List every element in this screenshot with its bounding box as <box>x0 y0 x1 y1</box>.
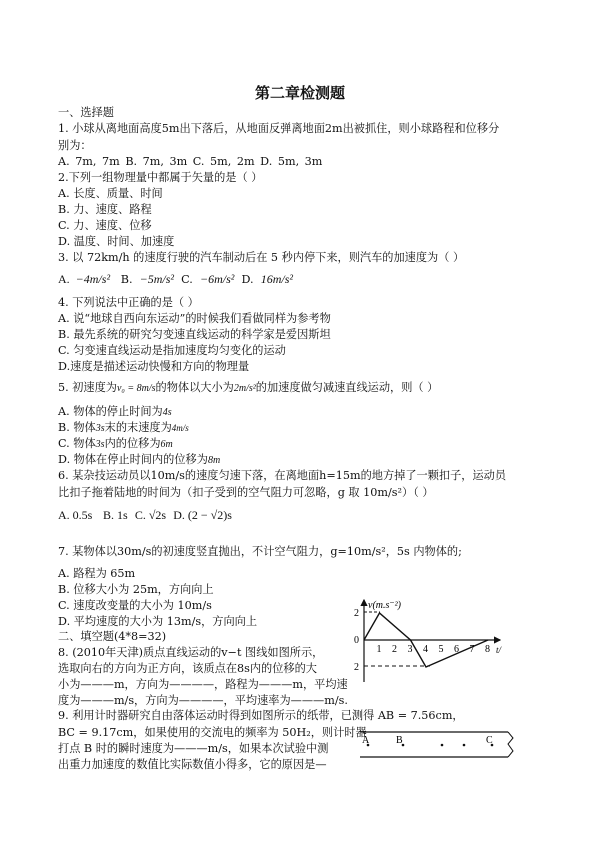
q8-line3: 小为———m，方向为————，路程为———m，平均速 <box>58 678 348 691</box>
vt-xlabel: t/ <box>496 645 502 655</box>
q4-option-a: A. 说“地球自西向东运动”的时候我们看做同样为参考物 <box>58 312 331 325</box>
vt-graph <box>350 596 510 686</box>
q7-option-c: C. 速度改变量的大小为 10m/s <box>58 599 212 612</box>
q3-option-b-label: B. <box>120 273 133 286</box>
q1-stem-line1: 1. 小球从离地面高度5m出下落后，从地面反弹离地面2m出被抓住，则小球路程和位移分 <box>58 122 500 135</box>
q6-stem-line2: 比扣子拖着陆地的时间为（扣子受到的空气阻力可忽略，g 取 10m/s²）（ ） <box>58 486 434 499</box>
q1-stem-line2: 别为： <box>58 139 92 152</box>
section-choice-heading: 一、选择题 <box>58 106 114 119</box>
q3-option-d-value: 16m/s² <box>260 272 294 286</box>
q4-option-c: C. 匀变速直线运动是指加速度均匀变化的运动 <box>58 344 286 357</box>
q2-option-c: C. 力、速度、位移 <box>58 219 152 232</box>
q5-stem: 5. 初速度为v₀ = 8m/s的物体以大小为2m/s²的加速度做匀减速直线运动，则（ ） <box>58 381 439 394</box>
q7-option-a: A. 路程为 65m <box>58 567 136 580</box>
q9-line2: BC = 9.17cm，如果使用的交流电的频率为 50H₂，则计时器 <box>58 726 367 739</box>
q8-line2: 选取向右的方向为正方向，该质点在8s内的位移的大 <box>58 662 317 675</box>
q7-option-d: D. 平均速度的大小为 13m/s，方向向上 <box>58 615 258 628</box>
q2-stem: 2.下列一组物理量中都属于矢量的是（ ） <box>58 171 263 184</box>
q7-stem: 7. 某物体以30m/s的初速度竖直抛出，不计空气阻力，g=10m/s²，5s 内物体的; <box>58 545 462 558</box>
q2-option-b: B. 力、速度、路程 <box>58 203 152 216</box>
q5-initial-velocity: v₀ = 8m/s <box>116 383 156 394</box>
q1-options: A. 7m, 7m B. 7m, 3m C. 5m, 2m D. 5m, 3m <box>58 155 323 168</box>
vt-xtick-label: 3 <box>407 644 413 655</box>
q2-option-d: D. 温度、时间、加速度 <box>58 235 175 248</box>
q3-option-c-label: C. <box>181 273 193 286</box>
q6-option-a: A. 0.5s <box>58 508 93 522</box>
q5-acceleration: 2m/s² <box>233 383 256 394</box>
q6-option-d: D. (2 − √2)s <box>173 508 232 522</box>
q6-option-c: C. √2s <box>134 508 167 522</box>
q5-option-b: B. 物体3s末的末速度为4m/s <box>58 421 189 434</box>
vt-xtick-label: 7 <box>469 644 475 655</box>
paper-tape <box>358 729 518 761</box>
vt-ylabel: v(m.s⁻²) <box>368 600 401 611</box>
q5-option-a: A. 物体的停止时间为4s <box>58 405 172 418</box>
q3-stem: 3. 以 72km/h 的速度行驶的汽车制动后在 5 秒内停下来，则汽车的加速度为（ ） <box>58 251 465 264</box>
tape-label-a: A <box>362 735 370 746</box>
q7-option-b: B. 位移大小为 25m，方向向上 <box>58 583 214 596</box>
q6-stem-line1: 6. 某杂技运动员以10m/s的速度匀速下落，在离地面h=15m的地方掉了一颗扣子，运动员 <box>58 469 507 482</box>
vt-xtick-label: 6 <box>454 644 459 655</box>
q3-option-c-value: −6m/s² <box>199 272 235 286</box>
q9-line1: 9. 利用计时器研究自由落体运动时得到如图所示的纸带，已测得 AB = 7.56cm， <box>58 709 464 722</box>
q9-line4: 出重力加速度的数值比实际数值小得多，它的原因是— <box>58 758 327 771</box>
vt-xtick-label: 2 <box>392 644 397 655</box>
vt-xtick-label: 8 <box>485 644 490 655</box>
q5-option-c: C. 物体3s内的位移为6m <box>58 437 173 450</box>
vt-x-ticks <box>377 644 491 655</box>
q3-option-b-value: −5m/s² <box>139 272 174 286</box>
section-fill-heading: 二、填空题(4*8=32) <box>58 630 167 643</box>
q2-option-a: A. 长度、质量、时间 <box>58 187 163 200</box>
vt-xtick-label: 4 <box>423 644 428 655</box>
tape-label-c: C <box>486 735 493 746</box>
q8-line1: 8. (2010年天津)质点直线运动的v−t 图线如图所示， <box>58 646 324 659</box>
q8-line4: 度为———m/s，方向为————，平均速率为———m/s. <box>58 694 348 707</box>
q5-option-d: D. 物体在停止时间内的位移为8m <box>58 453 221 466</box>
vt-xtick-label: 5 <box>438 644 444 655</box>
q3-option-a-value: −4m/s² <box>75 272 111 286</box>
q6-option-b: B. 1s <box>103 508 128 522</box>
q4-option-d: D.速度是描述运动快慢和方向的物理量 <box>58 360 250 373</box>
tape-label-b: B <box>396 735 403 746</box>
q3-options: A. −4m/s² B. −5m/s² C. −6m/s² D. 16m/s² <box>58 272 294 286</box>
vt-ytick-bottom: 2 <box>354 662 359 673</box>
q3-option-d-label: D. <box>241 273 254 286</box>
vt-ytick-zero: 0 <box>354 635 359 646</box>
q4-stem: 4. 下列说法中正确的是（ ） <box>58 296 199 309</box>
vt-ytick-top: 2 <box>354 608 359 619</box>
q4-option-b: B. 最先系统的研究匀变速直线运动的科学家是爱因斯坦 <box>58 328 331 341</box>
page-title: 第二章检测题 <box>254 84 345 102</box>
q9-line3: 打点 B 时的瞬时速度为———m/s，如果本次试验中测 <box>58 742 329 755</box>
tape-dot-2 <box>463 744 466 747</box>
q6-options <box>58 509 232 522</box>
vt-xtick-label: 1 <box>376 644 382 655</box>
tape-dot-1 <box>441 744 444 747</box>
